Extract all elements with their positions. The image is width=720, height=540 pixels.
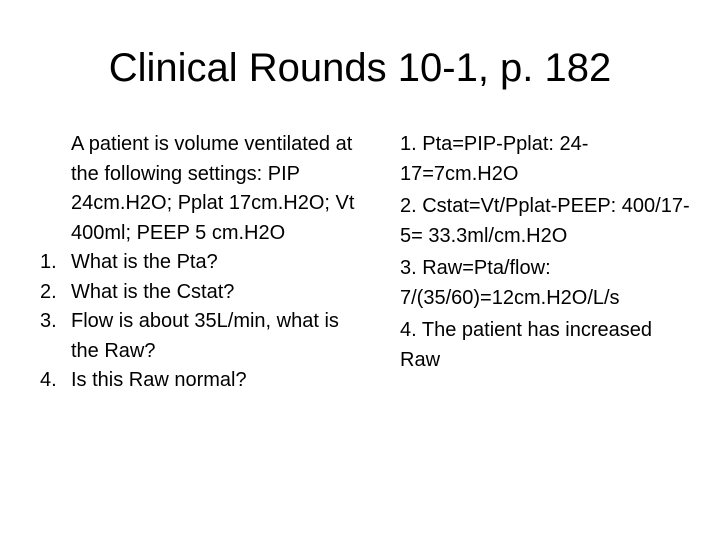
question-number: 1.: [40, 251, 57, 273]
answer-column: [400, 130, 690, 378]
question-text: What is the Cstat?: [71, 280, 235, 303]
question-text: What is the Pta?: [71, 251, 218, 273]
answer-item: 3. Raw=Pta/flow: 7/(35/60)=12cm.H2O/L/s: [400, 257, 620, 309]
question-number: 2.: [40, 280, 57, 303]
question-item: [40, 307, 360, 366]
answer-list: [400, 130, 690, 375]
answer-item: 2. Cstat=Vt/Pplat-PEEP: 400/17-5= 33.3ml/cm.H2O: [400, 195, 690, 247]
answer-item: 4. The patient has increased Raw: [400, 319, 653, 371]
question-item: [40, 248, 360, 278]
patient-settings-text: A patient is volume ventilated at the following settings: PIP 24cm.H2O; Pplat 17cm.H2O; Vt 400ml; PEEP 5 cm.H2O: [71, 133, 355, 244]
answer-item: 1. Pta=PIP-Pplat: 24-17=7cm.H2O: [400, 133, 589, 185]
slide-title: Clinical Rounds 10-1, p. 182: [108, 46, 612, 90]
question-text: Is this Raw normal?: [71, 369, 247, 391]
question-item: [40, 278, 360, 308]
question-list: [40, 248, 360, 396]
question-text: Flow is about 35L/min, what is the Raw?: [71, 310, 339, 362]
question-number: 3.: [40, 310, 57, 332]
question-column: [40, 130, 360, 396]
question-item: [40, 366, 360, 396]
question-number: 4.: [40, 369, 57, 391]
